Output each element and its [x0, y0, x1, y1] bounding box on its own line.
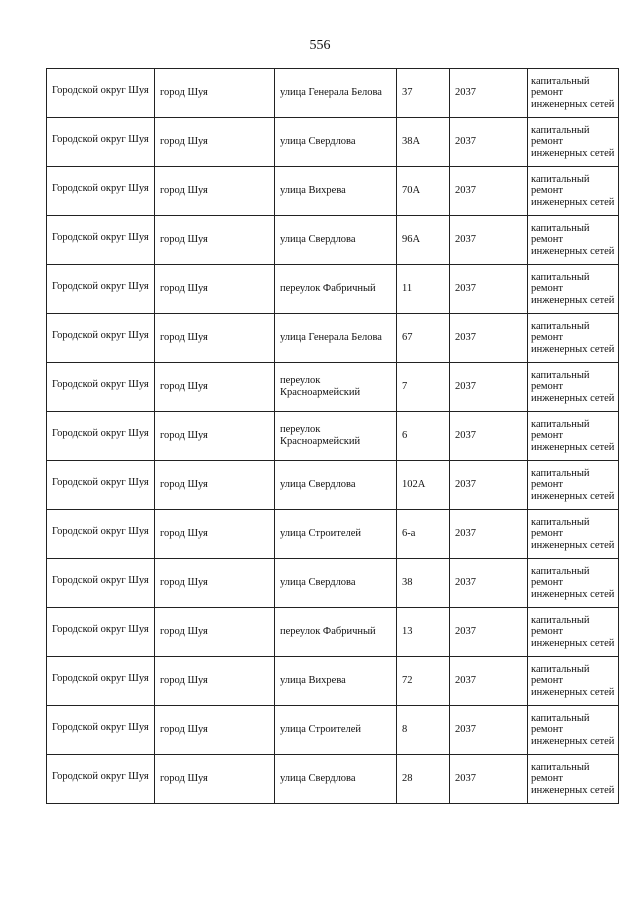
locality-cell: город Шуя — [155, 363, 275, 412]
locality-cell: город Шуя — [155, 265, 275, 314]
district-cell: Городской округ Шуя — [47, 461, 155, 510]
house-number-cell: 96А — [397, 216, 450, 265]
street-cell: улица Строителей — [275, 706, 397, 755]
table-row — [47, 510, 619, 559]
year-cell: 2037 — [450, 314, 528, 363]
locality-cell: город Шуя — [155, 706, 275, 755]
year-cell: 2037 — [450, 216, 528, 265]
work-type-cell: капитальный ремонт инженерных сетей — [528, 69, 619, 118]
street-cell: переулок Фабричный — [275, 608, 397, 657]
table-row — [47, 314, 619, 363]
district-cell: Городской округ Шуя — [47, 559, 155, 608]
house-number-cell: 37 — [397, 69, 450, 118]
district-cell: Городской округ Шуя — [47, 510, 155, 559]
year-cell: 2037 — [450, 657, 528, 706]
street-cell: улица Вихрева — [275, 167, 397, 216]
work-type-cell: капитальный ремонт инженерных сетей — [528, 363, 619, 412]
street-cell: переулок Красноармейский — [275, 412, 397, 461]
work-type-cell: капитальный ремонт инженерных сетей — [528, 314, 619, 363]
document-table-container — [46, 68, 618, 804]
street-cell: переулок Красноармейский — [275, 363, 397, 412]
work-type-cell: капитальный ремонт инженерных сетей — [528, 265, 619, 314]
locality-cell: город Шуя — [155, 216, 275, 265]
street-cell: улица Генерала Белова — [275, 69, 397, 118]
house-number-cell: 102А — [397, 461, 450, 510]
street-cell: переулок Фабричный — [275, 265, 397, 314]
locality-cell: город Шуя — [155, 608, 275, 657]
street-cell: улица Свердлова — [275, 755, 397, 804]
table-body — [47, 69, 619, 804]
street-cell: улица Свердлова — [275, 118, 397, 167]
work-type-cell: капитальный ремонт инженерных сетей — [528, 559, 619, 608]
work-type-cell: капитальный ремонт инженерных сетей — [528, 412, 619, 461]
table-row — [47, 363, 619, 412]
district-cell: Городской округ Шуя — [47, 314, 155, 363]
district-cell: Городской округ Шуя — [47, 216, 155, 265]
locality-cell: город Шуя — [155, 69, 275, 118]
year-cell: 2037 — [450, 118, 528, 167]
year-cell: 2037 — [450, 167, 528, 216]
year-cell: 2037 — [450, 363, 528, 412]
table-row — [47, 706, 619, 755]
table-row — [47, 608, 619, 657]
locality-cell: город Шуя — [155, 118, 275, 167]
work-type-cell: капитальный ремонт инженерных сетей — [528, 608, 619, 657]
table-row — [47, 412, 619, 461]
house-number-cell: 7 — [397, 363, 450, 412]
locality-cell: город Шуя — [155, 755, 275, 804]
house-number-cell: 72 — [397, 657, 450, 706]
year-cell: 2037 — [450, 265, 528, 314]
year-cell: 2037 — [450, 608, 528, 657]
house-number-cell: 67 — [397, 314, 450, 363]
house-number-cell: 13 — [397, 608, 450, 657]
street-cell: улица Вихрева — [275, 657, 397, 706]
house-number-cell: 11 — [397, 265, 450, 314]
street-cell: улица Генерала Белова — [275, 314, 397, 363]
district-cell: Городской округ Шуя — [47, 755, 155, 804]
district-cell: Городской округ Шуя — [47, 265, 155, 314]
year-cell: 2037 — [450, 755, 528, 804]
street-cell: улица Свердлова — [275, 559, 397, 608]
house-number-cell: 70А — [397, 167, 450, 216]
table-row — [47, 559, 619, 608]
table-row — [47, 167, 619, 216]
year-cell: 2037 — [450, 559, 528, 608]
street-cell: улица Свердлова — [275, 216, 397, 265]
district-cell: Городской округ Шуя — [47, 608, 155, 657]
locality-cell: город Шуя — [155, 167, 275, 216]
house-number-cell: 28 — [397, 755, 450, 804]
table-row — [47, 265, 619, 314]
house-number-cell: 38А — [397, 118, 450, 167]
work-type-cell: капитальный ремонт инженерных сетей — [528, 706, 619, 755]
district-cell: Городской округ Шуя — [47, 412, 155, 461]
work-type-cell: капитальный ремонт инженерных сетей — [528, 216, 619, 265]
district-cell: Городской округ Шуя — [47, 118, 155, 167]
work-type-cell: капитальный ремонт инженерных сетей — [528, 461, 619, 510]
page-number: 556 — [309, 38, 331, 53]
locality-cell: город Шуя — [155, 559, 275, 608]
district-cell: Городской округ Шуя — [47, 363, 155, 412]
house-number-cell: 6-а — [397, 510, 450, 559]
locality-cell: город Шуя — [155, 314, 275, 363]
repair-schedule-table — [46, 68, 619, 804]
year-cell: 2037 — [450, 461, 528, 510]
table-row — [47, 118, 619, 167]
year-cell: 2037 — [450, 69, 528, 118]
locality-cell: город Шуя — [155, 510, 275, 559]
street-cell: улица Свердлова — [275, 461, 397, 510]
table-row — [47, 216, 619, 265]
locality-cell: город Шуя — [155, 461, 275, 510]
house-number-cell: 38 — [397, 559, 450, 608]
district-cell: Городской округ Шуя — [47, 69, 155, 118]
work-type-cell: капитальный ремонт инженерных сетей — [528, 755, 619, 804]
table-row — [47, 657, 619, 706]
table-row — [47, 755, 619, 804]
work-type-cell: капитальный ремонт инженерных сетей — [528, 118, 619, 167]
year-cell: 2037 — [450, 706, 528, 755]
district-cell: Городской округ Шуя — [47, 167, 155, 216]
table-row — [47, 461, 619, 510]
year-cell: 2037 — [450, 510, 528, 559]
locality-cell: город Шуя — [155, 657, 275, 706]
locality-cell: город Шуя — [155, 412, 275, 461]
street-cell: улица Строителей — [275, 510, 397, 559]
work-type-cell: капитальный ремонт инженерных сетей — [528, 510, 619, 559]
work-type-cell: капитальный ремонт инженерных сетей — [528, 657, 619, 706]
year-cell: 2037 — [450, 412, 528, 461]
house-number-cell: 8 — [397, 706, 450, 755]
work-type-cell: капитальный ремонт инженерных сетей — [528, 167, 619, 216]
table-row — [47, 69, 619, 118]
house-number-cell: 6 — [397, 412, 450, 461]
district-cell: Городской округ Шуя — [47, 706, 155, 755]
district-cell: Городской округ Шуя — [47, 657, 155, 706]
